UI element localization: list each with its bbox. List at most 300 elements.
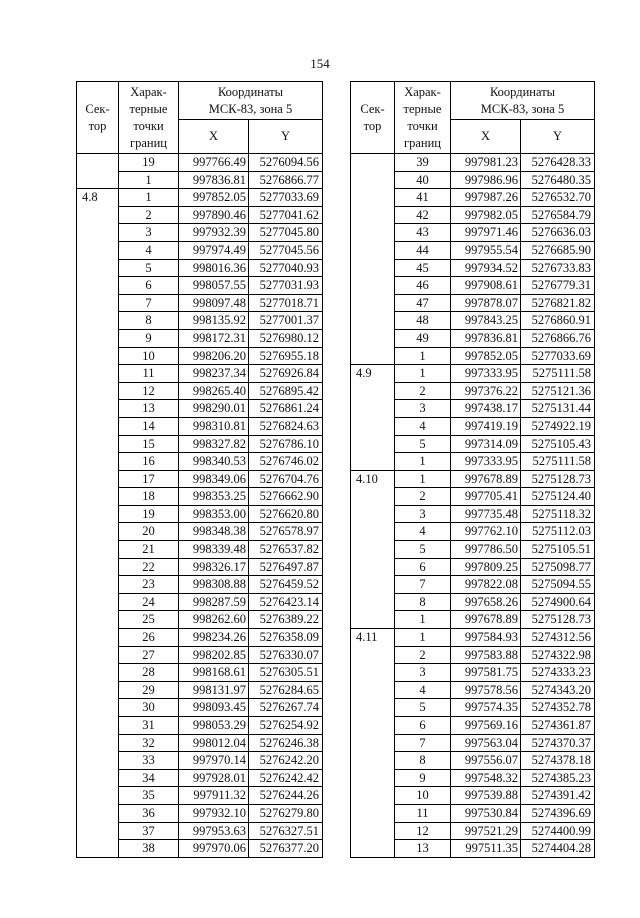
table-row <box>77 224 323 242</box>
points-header <box>395 82 451 154</box>
point-cell: 24 <box>119 593 179 611</box>
y-cell: 5277040.93 <box>249 259 323 277</box>
x-cell: 997569.16 <box>451 717 521 735</box>
point-cell: 34 <box>119 769 179 787</box>
y-cell: 5275111.58 <box>521 365 595 383</box>
y-cell: 5275098.77 <box>521 558 595 576</box>
x-cell: 997986.96 <box>451 171 521 189</box>
x-cell: 998206.20 <box>179 347 249 365</box>
sector-cell <box>351 382 395 400</box>
point-cell: 17 <box>119 470 179 488</box>
point-cell: 12 <box>119 382 179 400</box>
sector-cell <box>77 629 119 647</box>
table-row <box>77 453 323 471</box>
sector-header <box>77 82 119 154</box>
sector-cell <box>351 241 395 259</box>
y-cell: 5274352.78 <box>521 699 595 717</box>
coordinates-header <box>179 82 323 120</box>
table-row <box>351 241 595 259</box>
sector-cell <box>351 435 395 453</box>
point-cell: 25 <box>119 611 179 629</box>
y-cell: 5277033.69 <box>249 189 323 207</box>
y-cell: 5274361.87 <box>521 717 595 735</box>
point-cell: 19 <box>119 505 179 523</box>
table-row <box>77 752 323 770</box>
y-cell: 5276746.02 <box>249 453 323 471</box>
table-row <box>351 593 595 611</box>
y-cell: 5276244.26 <box>249 787 323 805</box>
point-cell: 2 <box>395 646 451 664</box>
point-cell: 1 <box>395 611 451 629</box>
sector-cell <box>77 400 119 418</box>
x-cell: 997556.07 <box>451 752 521 770</box>
table-row <box>351 664 595 682</box>
table-row <box>77 593 323 611</box>
point-cell: 29 <box>119 681 179 699</box>
point-cell: 4 <box>395 523 451 541</box>
sector-cell <box>351 505 395 523</box>
y-cell: 5276267.74 <box>249 699 323 717</box>
x-cell: 997539.88 <box>451 787 521 805</box>
point-cell: 10 <box>395 787 451 805</box>
sector-cell: 4.10 <box>351 470 395 488</box>
sector-cell <box>351 593 395 611</box>
point-cell: 42 <box>395 206 451 224</box>
y-cell: 5276330.07 <box>249 646 323 664</box>
sector-cell <box>77 312 119 330</box>
sector-cell <box>77 734 119 752</box>
table-row <box>351 294 595 312</box>
sector-cell <box>77 505 119 523</box>
point-cell: 48 <box>395 312 451 330</box>
x-cell: 997419.19 <box>451 417 521 435</box>
sector-cell <box>351 259 395 277</box>
table-row <box>77 488 323 506</box>
table-row <box>351 734 595 752</box>
sector-cell <box>77 329 119 347</box>
table-row <box>351 224 595 242</box>
y-cell: 5276824.63 <box>249 417 323 435</box>
x-cell: 997852.05 <box>179 189 249 207</box>
sector-cell <box>77 224 119 242</box>
y-cell: 5277001.37 <box>249 312 323 330</box>
point-cell: 38 <box>119 840 179 858</box>
table-row <box>351 769 595 787</box>
y-cell: 5276537.82 <box>249 541 323 559</box>
x-cell: 998326.17 <box>179 558 249 576</box>
y-cell: 5274922.19 <box>521 417 595 435</box>
table-row <box>351 505 595 523</box>
x-cell: 997928.01 <box>179 769 249 787</box>
x-cell: 997836.81 <box>451 329 521 347</box>
sector-cell <box>77 752 119 770</box>
x-cell: 997583.88 <box>451 646 521 664</box>
y-cell: 5276636.03 <box>521 224 595 242</box>
point-cell: 2 <box>395 382 451 400</box>
points-header-line2: терные <box>129 101 168 116</box>
x-cell: 997890.46 <box>179 206 249 224</box>
table-row <box>77 822 323 840</box>
table-row <box>351 681 595 699</box>
y-cell: 5277031.93 <box>249 277 323 295</box>
point-cell: 1 <box>395 629 451 647</box>
y-cell: 5276578.97 <box>249 523 323 541</box>
x-cell: 997843.25 <box>451 312 521 330</box>
sector-cell <box>77 717 119 735</box>
table-row <box>77 241 323 259</box>
sector-cell <box>351 224 395 242</box>
x-cell: 997982.05 <box>451 206 521 224</box>
point-cell: 1 <box>119 171 179 189</box>
sector-cell <box>77 470 119 488</box>
coordinates-table-left <box>76 81 323 858</box>
sector-cell <box>77 593 119 611</box>
point-cell: 3 <box>395 664 451 682</box>
y-cell: 5276377.20 <box>249 840 323 858</box>
x-cell: 997658.26 <box>451 593 521 611</box>
point-cell: 10 <box>119 347 179 365</box>
y-cell: 5274370.37 <box>521 734 595 752</box>
x-cell: 997836.81 <box>179 171 249 189</box>
y-header: Y <box>249 120 323 154</box>
x-cell: 997970.06 <box>179 840 249 858</box>
table-row <box>77 435 323 453</box>
table-row <box>351 822 595 840</box>
coordinates-header-line2: МСК-83, зона 5 <box>208 101 293 116</box>
y-cell: 5276733.83 <box>521 259 595 277</box>
sector-header <box>351 82 395 154</box>
point-cell: 7 <box>395 734 451 752</box>
x-cell: 997932.10 <box>179 804 249 822</box>
sector-cell: 4.9 <box>351 365 395 383</box>
point-cell: 1 <box>395 347 451 365</box>
y-cell: 5276980.12 <box>249 329 323 347</box>
point-cell: 43 <box>395 224 451 242</box>
point-cell: 3 <box>119 224 179 242</box>
coordinates-header <box>451 82 595 120</box>
table-row <box>351 382 595 400</box>
y-cell: 5276242.42 <box>249 769 323 787</box>
table-row <box>351 365 595 383</box>
table-row <box>351 629 595 647</box>
y-header: Y <box>521 120 595 154</box>
y-cell: 5275105.43 <box>521 435 595 453</box>
point-cell: 39 <box>395 154 451 172</box>
sector-cell <box>77 558 119 576</box>
table-row <box>351 400 595 418</box>
point-cell: 1 <box>395 470 451 488</box>
coordinates-header-line1: Координаты <box>217 84 284 99</box>
table-row <box>77 329 323 347</box>
table-row <box>77 787 323 805</box>
x-cell: 997981.23 <box>451 154 521 172</box>
table-row <box>77 365 323 383</box>
y-cell: 5274322.98 <box>521 646 595 664</box>
table-row <box>351 523 595 541</box>
table-row <box>77 576 323 594</box>
table-row <box>351 329 595 347</box>
point-cell: 44 <box>395 241 451 259</box>
point-cell: 37 <box>119 822 179 840</box>
point-cell: 8 <box>395 593 451 611</box>
table-row <box>351 646 595 664</box>
table-row <box>351 312 595 330</box>
sector-cell: 4.8 <box>77 189 119 207</box>
point-cell: 2 <box>395 488 451 506</box>
x-cell: 998057.55 <box>179 277 249 295</box>
x-cell: 998262.60 <box>179 611 249 629</box>
points-header-line3: точки <box>133 118 164 133</box>
x-cell: 998234.26 <box>179 629 249 647</box>
table-row <box>351 752 595 770</box>
table-row <box>77 347 323 365</box>
sector-cell <box>77 154 119 172</box>
point-cell: 47 <box>395 294 451 312</box>
point-cell: 31 <box>119 717 179 735</box>
x-cell: 997333.95 <box>451 453 521 471</box>
point-cell: 33 <box>119 752 179 770</box>
y-cell: 5275094.55 <box>521 576 595 594</box>
y-cell: 5275111.58 <box>521 453 595 471</box>
sector-cell <box>351 717 395 735</box>
right-table-body <box>351 154 595 858</box>
x-cell: 997786.50 <box>451 541 521 559</box>
sector-cell <box>351 752 395 770</box>
x-cell: 998349.06 <box>179 470 249 488</box>
coordinates-header-line1: Координаты <box>489 84 556 99</box>
sector-cell <box>77 241 119 259</box>
x-cell: 998290.01 <box>179 400 249 418</box>
x-cell: 998287.59 <box>179 593 249 611</box>
y-cell: 5274396.69 <box>521 804 595 822</box>
point-cell: 28 <box>119 664 179 682</box>
x-cell: 998016.36 <box>179 259 249 277</box>
x-cell: 997934.52 <box>451 259 521 277</box>
x-cell: 998237.34 <box>179 365 249 383</box>
point-cell: 20 <box>119 523 179 541</box>
point-cell: 1 <box>395 453 451 471</box>
y-cell: 5277033.69 <box>521 347 595 365</box>
table-row <box>77 417 323 435</box>
sector-cell <box>77 206 119 224</box>
table-row <box>351 840 595 858</box>
table-row <box>351 206 595 224</box>
x-cell: 997511.35 <box>451 840 521 858</box>
x-cell: 997911.32 <box>179 787 249 805</box>
y-cell: 5276860.91 <box>521 312 595 330</box>
x-cell: 997932.39 <box>179 224 249 242</box>
sector-cell <box>77 417 119 435</box>
point-cell: 2 <box>119 206 179 224</box>
y-cell: 5274400.99 <box>521 822 595 840</box>
y-cell: 5276861.24 <box>249 400 323 418</box>
y-cell: 5275131.44 <box>521 400 595 418</box>
x-cell: 998353.25 <box>179 488 249 506</box>
table-row <box>77 312 323 330</box>
table-row <box>351 435 595 453</box>
sector-cell <box>77 435 119 453</box>
sector-cell <box>77 347 119 365</box>
sector-cell <box>351 294 395 312</box>
sector-cell <box>351 804 395 822</box>
point-cell: 45 <box>395 259 451 277</box>
point-cell: 35 <box>119 787 179 805</box>
sector-cell <box>351 329 395 347</box>
y-cell: 5274385.23 <box>521 769 595 787</box>
sector-cell <box>351 787 395 805</box>
x-cell: 997822.08 <box>451 576 521 594</box>
x-cell: 997581.75 <box>451 664 521 682</box>
x-cell: 997705.41 <box>451 488 521 506</box>
table-row <box>351 717 595 735</box>
point-cell: 6 <box>395 717 451 735</box>
sector-cell <box>77 488 119 506</box>
table-row <box>351 171 595 189</box>
x-cell: 997333.95 <box>451 365 521 383</box>
point-cell: 9 <box>119 329 179 347</box>
table-row <box>77 259 323 277</box>
y-cell: 5276459.52 <box>249 576 323 594</box>
sector-cell <box>77 646 119 664</box>
x-cell: 998339.48 <box>179 541 249 559</box>
y-cell: 5275118.32 <box>521 505 595 523</box>
point-cell: 13 <box>119 400 179 418</box>
table-row <box>351 470 595 488</box>
point-cell: 32 <box>119 734 179 752</box>
points-header-line4: границ <box>404 135 441 150</box>
point-cell: 41 <box>395 189 451 207</box>
sector-cell <box>77 453 119 471</box>
table-row <box>77 611 323 629</box>
point-cell: 1 <box>119 189 179 207</box>
sector-cell <box>351 312 395 330</box>
y-cell: 5275112.03 <box>521 523 595 541</box>
table-row <box>77 523 323 541</box>
point-cell: 4 <box>395 417 451 435</box>
sector-header-line1: Сек- <box>360 101 385 116</box>
table-row <box>77 629 323 647</box>
y-cell: 5274900.64 <box>521 593 595 611</box>
point-cell: 36 <box>119 804 179 822</box>
y-cell: 5276242.20 <box>249 752 323 770</box>
y-cell: 5276685.90 <box>521 241 595 259</box>
coordinates-table-right <box>350 81 595 858</box>
coordinates-header-line2: МСК-83, зона 5 <box>480 101 565 116</box>
x-cell: 997735.48 <box>451 505 521 523</box>
x-cell: 997762.10 <box>451 523 521 541</box>
table-row <box>351 453 595 471</box>
sector-header-line2: тор <box>363 118 382 133</box>
sector-header-line1: Сек- <box>85 101 110 116</box>
point-cell: 19 <box>119 154 179 172</box>
x-cell: 998135.92 <box>179 312 249 330</box>
sector-cell: 4.11 <box>351 629 395 647</box>
sector-cell <box>77 787 119 805</box>
x-cell: 997974.49 <box>179 241 249 259</box>
point-cell: 16 <box>119 453 179 471</box>
x-cell: 997563.04 <box>451 734 521 752</box>
sector-cell <box>351 171 395 189</box>
sector-cell <box>351 523 395 541</box>
y-cell: 5276779.31 <box>521 277 595 295</box>
table-row <box>77 646 323 664</box>
y-cell: 5277045.56 <box>249 241 323 259</box>
point-cell: 4 <box>119 241 179 259</box>
table-row <box>77 769 323 787</box>
point-cell: 21 <box>119 541 179 559</box>
table-row <box>351 558 595 576</box>
y-cell: 5275128.73 <box>521 611 595 629</box>
x-cell: 997578.56 <box>451 681 521 699</box>
sector-cell <box>77 699 119 717</box>
y-cell: 5277018.71 <box>249 294 323 312</box>
sector-cell <box>77 541 119 559</box>
y-cell: 5276866.77 <box>249 171 323 189</box>
x-cell: 997376.22 <box>451 382 521 400</box>
table-row <box>351 417 595 435</box>
sector-cell <box>77 611 119 629</box>
point-cell: 4 <box>395 681 451 699</box>
point-cell: 26 <box>119 629 179 647</box>
x-cell: 998310.81 <box>179 417 249 435</box>
sector-header-line2: тор <box>88 118 107 133</box>
y-cell: 5276926.84 <box>249 365 323 383</box>
sector-cell <box>351 611 395 629</box>
sector-cell <box>351 646 395 664</box>
table-row <box>77 840 323 858</box>
sector-cell <box>77 822 119 840</box>
point-cell: 6 <box>119 277 179 295</box>
table-row <box>77 189 323 207</box>
y-cell: 5276305.51 <box>249 664 323 682</box>
x-cell: 997878.07 <box>451 294 521 312</box>
sector-cell <box>77 664 119 682</box>
sector-cell <box>77 277 119 295</box>
sector-cell <box>351 822 395 840</box>
sector-cell <box>351 840 395 858</box>
table-row <box>351 611 595 629</box>
table-row <box>77 294 323 312</box>
table-row <box>351 787 595 805</box>
table-row <box>77 171 323 189</box>
point-cell: 14 <box>119 417 179 435</box>
y-cell: 5276532.70 <box>521 189 595 207</box>
x-cell: 997314.09 <box>451 435 521 453</box>
point-cell: 46 <box>395 277 451 295</box>
x-cell: 998202.85 <box>179 646 249 664</box>
x-cell: 997678.89 <box>451 470 521 488</box>
table-row <box>77 400 323 418</box>
y-cell: 5276584.79 <box>521 206 595 224</box>
point-cell: 1 <box>395 365 451 383</box>
y-cell: 5274378.18 <box>521 752 595 770</box>
sector-cell <box>77 769 119 787</box>
points-header-line1: Харак- <box>130 84 167 99</box>
sector-cell <box>351 189 395 207</box>
points-header-line2: терные <box>403 101 442 116</box>
y-cell: 5276284.65 <box>249 681 323 699</box>
point-cell: 23 <box>119 576 179 594</box>
x-cell: 997530.84 <box>451 804 521 822</box>
sector-cell <box>77 576 119 594</box>
y-cell: 5274404.28 <box>521 840 595 858</box>
x-cell: 997521.29 <box>451 822 521 840</box>
x-cell: 998265.40 <box>179 382 249 400</box>
sector-cell <box>77 840 119 858</box>
sector-cell <box>351 681 395 699</box>
y-cell: 5275124.40 <box>521 488 595 506</box>
point-cell: 7 <box>395 576 451 594</box>
